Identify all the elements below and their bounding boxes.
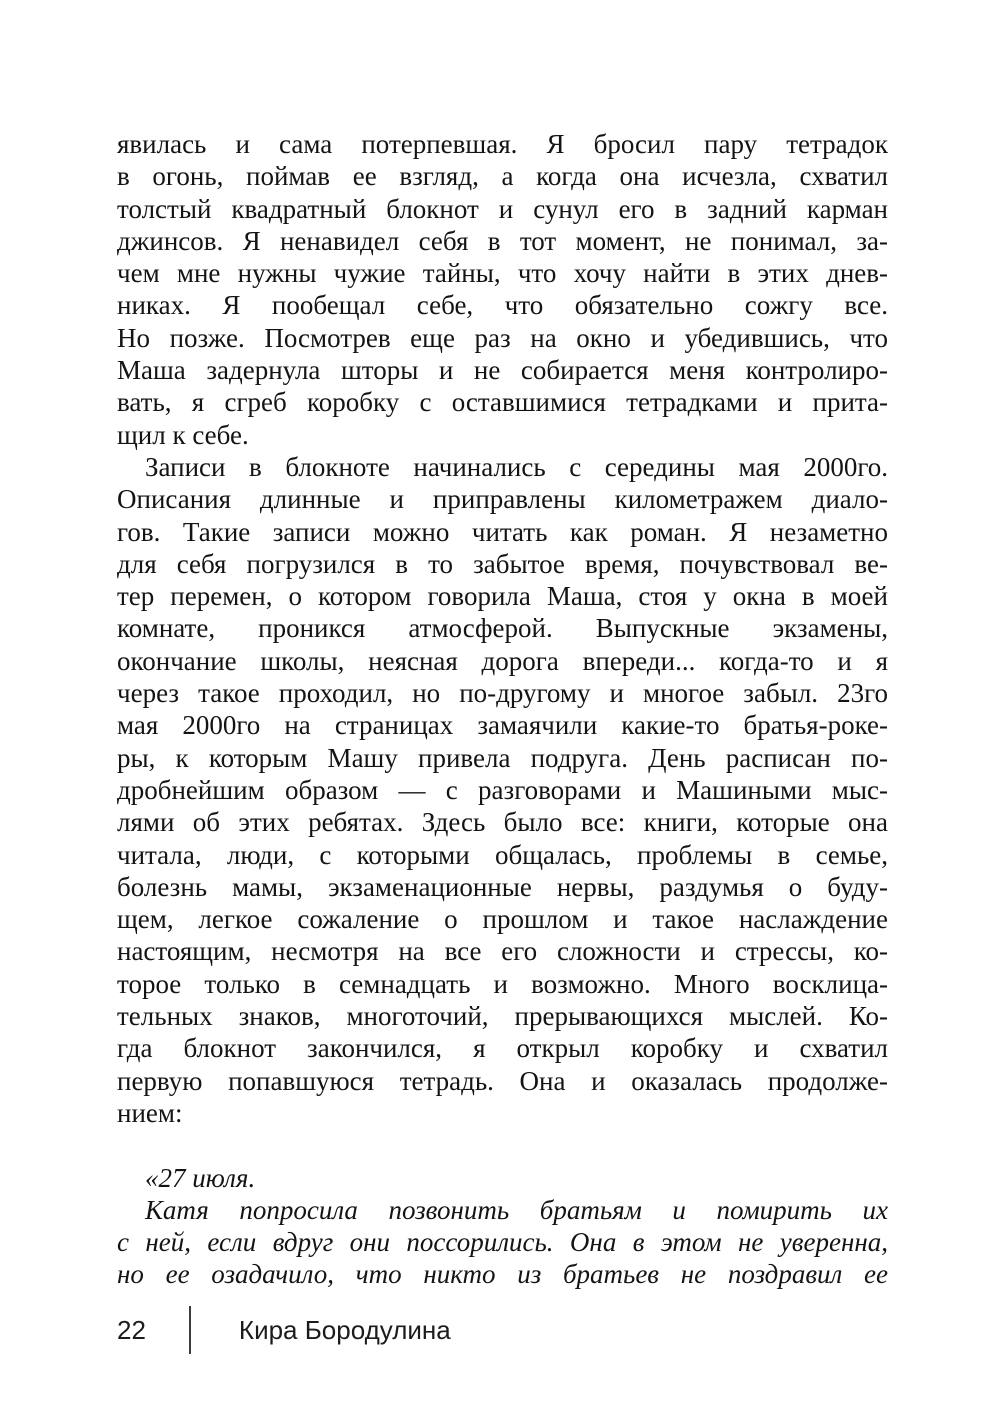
body-text-line: вать, я сгреб коробку с оставшимися тетрадками и прита- — [117, 387, 888, 418]
footer-divider — [189, 1306, 191, 1354]
body-text-line: настоящим, несмотря на все его сложности и стрессы, ко- — [117, 936, 888, 967]
body-text-line: в огонь, поймав ее взгляд, а когда она исчезла, схватил — [117, 161, 888, 192]
page-number: 22 — [117, 1314, 146, 1345]
body-text-line: болезнь мамы, экзаменационные нервы, раздумья о буду- — [117, 871, 888, 902]
body-text-line: мая 2000го на страницах замаячили какие-то братья-роке- — [117, 710, 888, 741]
body-text-line: первую попавшуюся тетрадь. Она и оказалась продолже- — [117, 1065, 888, 1096]
body-text-line: толстый квадратный блокнот и сунул его в задний карман — [117, 193, 888, 224]
body-text-line: торое только в семнадцать и возможно. Много восклица- — [117, 968, 888, 999]
body-text-line: ры, к которым Машу привела подруга. День расписан по- — [117, 742, 888, 773]
body-text-line: щем, легкое сожаление о прошлом и такое наслаждение — [117, 904, 888, 935]
body-text-line: нием: — [117, 1097, 183, 1128]
body-text-line: щил к себе. — [117, 419, 249, 450]
body-text-line: окончание школы, неясная дорога впереди... когда-то и я — [117, 645, 888, 676]
body-text-line: Записи в блокноте начинались с середины мая 2000го. — [145, 451, 888, 482]
body-text-line: тельных знаков, многоточий, прерывающихся мыслей. Ко- — [117, 1001, 888, 1032]
body-text-line: лями об этих ребятах. Здесь было все: книги, которые она — [117, 807, 888, 838]
body-text-line: через такое проходил, но по-другому и многое забыл. 23го — [117, 678, 888, 709]
page-footer — [117, 1303, 451, 1357]
body-text-line: комнате, проникся атмосферой. Выпускные экзамены, — [117, 613, 888, 644]
body-text-line: чем мне нужны чужие тайны, что хочу найти в этих днев- — [117, 258, 888, 289]
body-text-line: Но позже. Посмотрев еще раз на окно и убедившись, что — [117, 322, 888, 353]
diary-quote-line: «27 июля. — [145, 1162, 256, 1193]
body-text-line: никах. Я пообещал себе, что обязательно сожгу все. — [117, 290, 888, 321]
body-text-line: читала, люди, с которыми общалась, проблемы в семье, — [117, 839, 888, 870]
body-text-line: тер перемен, о котором говорила Маша, стоя у окна в моей — [117, 581, 888, 612]
body-text-line: джинсов. Я ненавидел себя в тот момент, не понимал, за- — [117, 225, 888, 256]
diary-quote-line: Катя попросила позвонить братьям и помирить их — [145, 1194, 888, 1225]
running-title: Кира Бородулина — [238, 1314, 451, 1345]
body-text-line: гда блокнот закончился, я открыл коробку и схватил — [117, 1033, 888, 1064]
body-text-line: дробнейшим образом — с разговорами и Машиными мыс- — [117, 774, 888, 805]
body-text-line: Маша задернула шторы и не собирается меня контролиро- — [117, 355, 888, 386]
text-block — [117, 128, 888, 1291]
body-text-line: гов. Такие записи можно читать как роман. Я незаметно — [117, 516, 888, 547]
diary-quote-line: с ней, если вдруг они поссорились. Она в этом не уверенна, — [117, 1227, 888, 1258]
body-text-line: явилась и сама потерпевшая. Я бросил пару тетрадок — [117, 129, 888, 159]
body-text-line: для себя погрузился в то забытое время, почувствовал ве- — [117, 548, 888, 579]
paragraph-spacer — [117, 1129, 888, 1161]
diary-quote-line: но ее озадачило, что никто из братьев не поздравил ее — [117, 1259, 888, 1290]
body-text-line: Описания длинные и приправлены километражем диало- — [117, 484, 888, 515]
